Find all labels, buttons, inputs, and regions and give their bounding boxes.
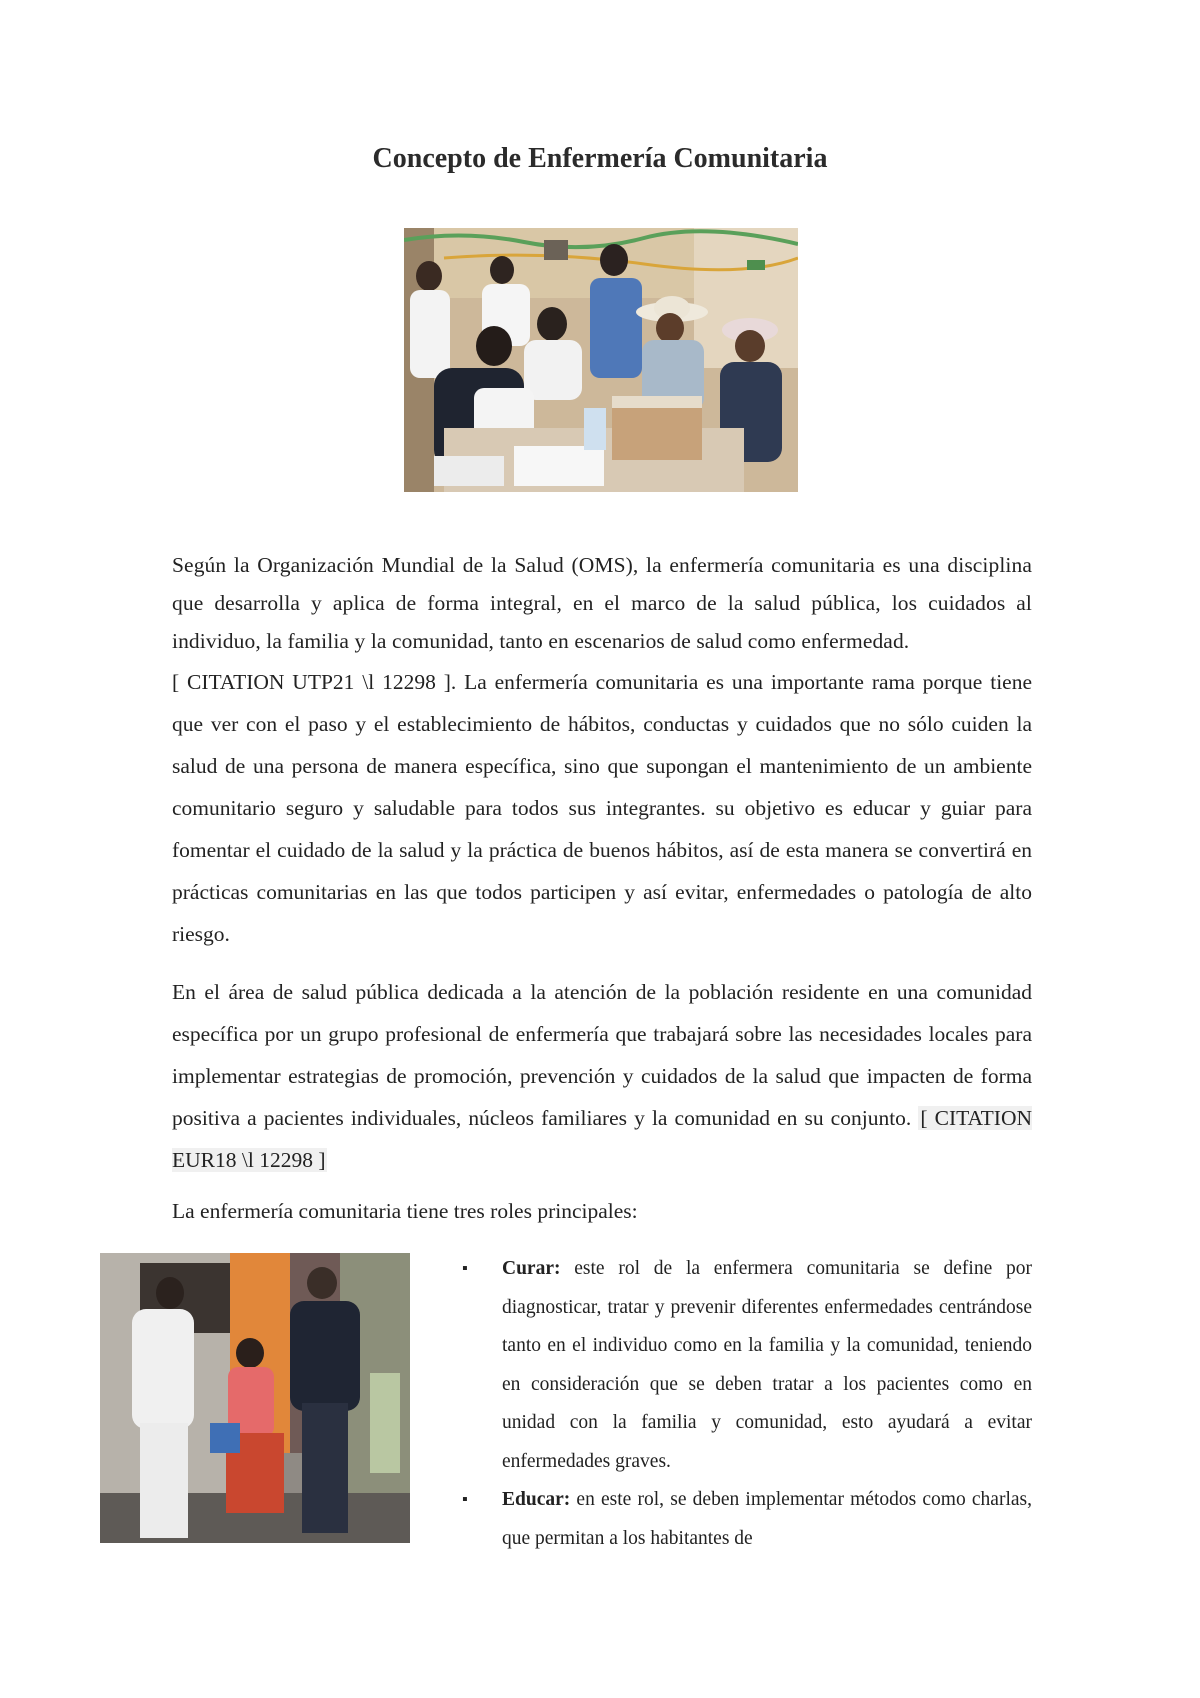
list-item [462,1481,1032,1558]
bullet-icon: ▪ [462,1491,468,1508]
home-visit-photo [100,1253,410,1543]
role-description: en este rol, se deben implementar métodos como charlas, que permitan a los habitantes de [502,1489,1032,1549]
paragraph-1-text: Según la Organización Mundial de la Salud (OMS), la enfermería comunitaria es una disciplina que desarrolla y aplica de forma integral, en el marco de la salud pública, los cuidados al individuo, la familia y la comunidad, tanto en escenarios de salud como enfermedad. [172,553,1032,653]
list-item [462,1250,1032,1481]
paragraph-1-text-continued: . La enfermería comunitaria es una importante rama porque tiene que ver con el paso y el establecimiento de hábitos, conductas y cuidados que no sólo cuiden la salud de una persona de manera específica, sino que supongan el mantenimiento de un ambiente comunitario seguro y saludable para todos sus integrantes. su objetivo es educar y guiar para fomentar el cuidado de la salud y la práctica de buenos hábitos, así de esta manera se convertirá en prácticas comunitarias en las que todos participen y así evitar, enfermedades o patología de alto riesgo. [172,670,1032,946]
role-term-educar: Educar: [502,1489,571,1510]
paragraph-1-continued [172,661,1032,955]
page-title: Concepto de Enfermería Comunitaria [372,143,828,174]
roles-list [462,1250,1032,1558]
paragraph-2-text: En el área de salud pública dedicada a la atención de la población residente en una comunidad específica por un grupo profesional de enfermería que trabajará sobre las necesidades locales para implementar estrategias de promoción, prevención y cuidados de la salud que impacten de forma positiva a pacientes individuales, núcleos familiares y la comunidad en su conjunto. [172,980,1032,1130]
bullet-icon: ▪ [462,1260,468,1277]
citation-eur18: [ CITATION EUR18 \l 12298 ] [172,1106,1033,1172]
role-term-curar: Curar: [502,1258,561,1279]
paragraph-3: La enfermería comunitaria tiene tres roles principales: [172,1199,638,1223]
community-health-photo [404,228,798,492]
role-description: este rol de la enfermera comunitaria se define por diagnosticar, tratar y prevenir diferentes enfermedades centrándose tanto en el individuo como en la familia y la comunidad, teniendo en consideración que se deben tratar a los pacientes como en unidad con la familia y comunidad, esto ayudará a evitar enfermedades graves. [502,1258,1032,1472]
citation-utp21: [ CITATION UTP21 \l 12298 ] [172,670,451,694]
paragraph-1 [172,546,1032,660]
paragraph-2 [172,971,1032,1181]
